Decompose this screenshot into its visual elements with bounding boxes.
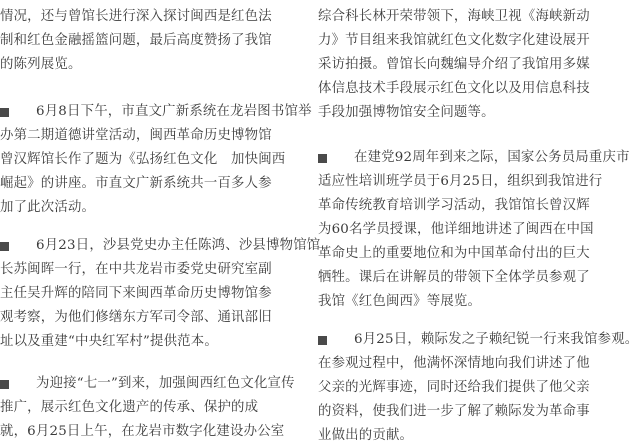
bullet-square-icon [318, 154, 327, 163]
text-line: 的资料，使我们进一步了解了赖际发为革命事 [318, 404, 590, 419]
text-line: 为60名学员授课，他详细地讲述了闽西在中国 [318, 222, 594, 237]
text-line: 父亲的光辉事迹，同时还给我们提供了他父亲 [318, 380, 590, 395]
text-line: 综合科长林开荣带领下，海峡卫视《海峡新动 [318, 9, 590, 24]
text-line: 6月8日下午，市直文广新系统在龙岩图书馆举 [36, 104, 312, 119]
text-line: 就，6月25日上午，在龙岩市数字化建设办公室 [0, 424, 285, 439]
text-line: 采访拍摄。曾馆长向魏编导介绍了我馆用多媒 [318, 57, 590, 72]
text-line: 我馆《红色闽西》等展览。 [318, 294, 482, 309]
text-line: 手段加强博物馆安全问题等。 [318, 105, 495, 120]
text-line: 体信息技术手段展示红色文化以及用信息科技 [318, 81, 590, 96]
paragraph-june-23-visit [0, 234, 321, 354]
text-line: 在建党92周年到来之际，国家公务员局重庆市 [354, 150, 630, 165]
text-line: 主任吴升辉的陪同下来闽西革命历史博物馆参 [0, 286, 272, 301]
paragraph-july-1-promotion [0, 372, 300, 444]
text-line: 崛起》的讲座。市直文广新系统共一百多人参 [0, 176, 272, 191]
text-line: 长苏闽晖一行，在中共龙岩市委党史研究室副 [0, 262, 272, 277]
text-line: 为迎接“七一”到来，加强闽西红色文化宣传 [36, 376, 295, 391]
paragraph-continued [318, 5, 600, 125]
bullet-square-icon [0, 108, 9, 117]
text-line: 6月23日，沙县党史办主任陈鸿、沙县博物馆馆 [36, 238, 321, 253]
text-line: 推广，展示红色文化遗产的传承、保护的成 [0, 400, 259, 415]
bullet-square-icon [318, 336, 327, 345]
paragraph-continued [0, 5, 300, 77]
text-line: 革命传统教育培训学习活动，我馆馆长曾汉辉 [318, 198, 590, 213]
text-line: 适应性培训班学员于6月25日，组织到我馆进行 [318, 174, 603, 189]
text-line: 加了此次活动。 [0, 200, 96, 215]
text-line: 牺牲。课后在讲解员的带领下全体学员参观了 [318, 270, 590, 285]
bullet-square-icon [0, 380, 9, 389]
text-line: 业做出的贡献。 [318, 428, 414, 443]
text-line: 制和红色金融摇篮问题，最后高度赞扬了我馆 [0, 33, 272, 48]
paragraph-party-anniversary-training [318, 146, 630, 314]
paragraph-june-25-lai-visit [318, 328, 638, 448]
text-line: 6月25日，赖际发之子赖纪锐一行来我馆参观。 [354, 332, 638, 347]
text-line: 情况，还与曾馆长进行深入探讨闽西是红色法 [0, 9, 272, 24]
text-line: 革命史上的重要地位和为中国革命付出的巨大 [318, 246, 590, 261]
text-line: 在参观过程中，他满怀深情地向我们讲述了他 [318, 356, 590, 371]
text-line: 的陈列展览。 [0, 57, 82, 72]
text-line: 址以及重建“中央红军村”提供范本。 [0, 334, 218, 349]
paragraph-june-8-lecture [0, 100, 312, 220]
text-line: 曾汉辉馆长作了题为《弘扬红色文化 加快闽西 [0, 152, 286, 167]
text-line: 办第二期道德讲堂活动，闽西革命历史博物馆 [0, 128, 272, 143]
bullet-square-icon [0, 242, 9, 251]
text-line: 力》节目组来我馆就红色文化数字化建设展开 [318, 33, 590, 48]
text-line: 观考察，为他们修缮东方军司令部、通讯部旧 [0, 310, 272, 325]
